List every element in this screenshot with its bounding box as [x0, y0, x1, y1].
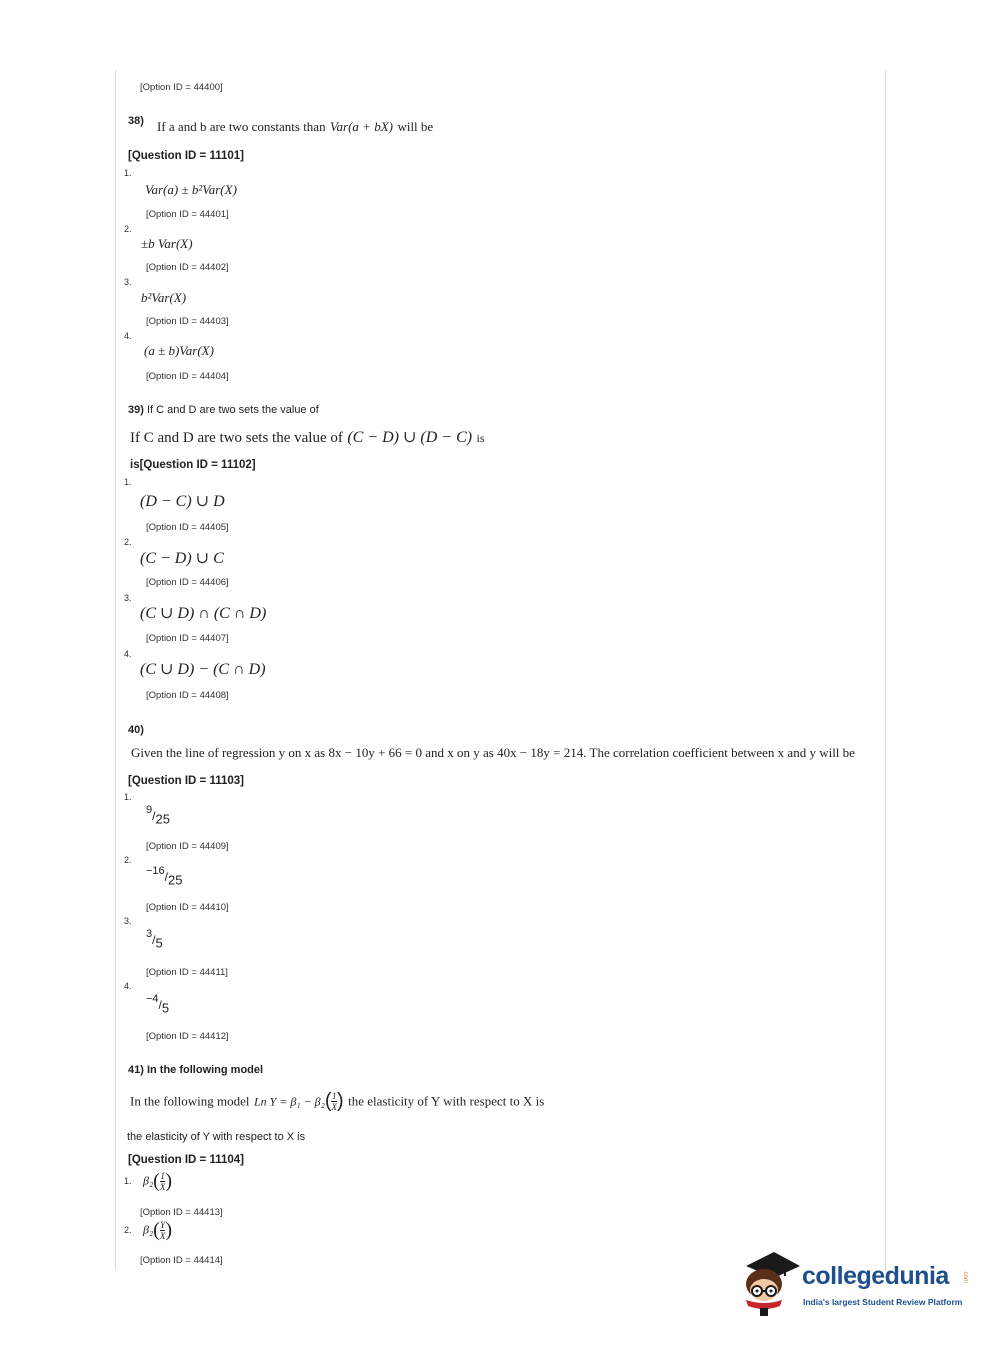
- question-text-line: the elasticity of Y with respect to X is: [127, 1131, 306, 1143]
- fraction-numerator: 9: [146, 804, 153, 816]
- fraction-numerator: −16: [146, 865, 165, 877]
- option-math: b²Var(X): [141, 290, 187, 305]
- fraction-denominator: X: [159, 1231, 166, 1241]
- question-text: [130, 427, 485, 447]
- paren-right: ): [336, 1090, 344, 1112]
- option-math: (C − D) ∪ C: [140, 550, 224, 567]
- option-number: 2.: [124, 537, 132, 547]
- question-text-main: If a and b are two constants than: [157, 119, 326, 134]
- option-math: (D − C) ∪ D: [140, 493, 225, 510]
- brand-tagline: India's largest Student Review Platform: [803, 1297, 963, 1307]
- option-math: [143, 1219, 172, 1242]
- option-number: 3.: [124, 593, 132, 603]
- question-expression: Var(a + bX): [330, 119, 393, 134]
- option-id: [Option ID = 44412]: [146, 1031, 229, 1042]
- fraction-numerator: 3: [146, 928, 153, 940]
- option-id: [Option ID = 44401]: [146, 209, 229, 220]
- option-number: 1.: [124, 1176, 132, 1186]
- fraction-denominator: X: [159, 1182, 166, 1192]
- question-number: 39): [128, 404, 144, 416]
- question-short-text: If C and D are two sets the value of: [146, 404, 319, 416]
- option-id: [Option ID = 44400]: [140, 82, 223, 93]
- option-math: [143, 1170, 172, 1193]
- question-text: [157, 118, 433, 136]
- question-expression: (C − D) ∪ (D − C): [347, 429, 473, 446]
- fraction-numerator: 1: [160, 1171, 165, 1181]
- question-header: [128, 1064, 263, 1076]
- option-id: [Option ID = 44410]: [146, 902, 229, 913]
- question-number: 41): [128, 1064, 144, 1076]
- question-text: Given the line of regression y on x as 8x − 10y + 66 = 0 and x on y as 40x − 18y = 214. The correlation coefficient between x and y will be: [131, 745, 855, 760]
- collegedunia-logo[interactable]: [740, 1248, 980, 1323]
- paren-left: (: [324, 1090, 332, 1112]
- question-text-main: In the following model: [130, 1093, 250, 1109]
- option-number: 2.: [124, 224, 132, 234]
- brand-name: collegedunia: [802, 1262, 949, 1290]
- option-id: [Option ID = 44403]: [146, 316, 229, 327]
- fraction-denominator: 5: [155, 935, 163, 951]
- option-number: 1.: [124, 477, 132, 487]
- option-fraction: $^{-4}/_5$: [146, 993, 170, 1016]
- option-id: [Option ID = 44402]: [146, 262, 229, 273]
- fraction-numerator: 1: [331, 1091, 337, 1101]
- left-margin-line: [115, 70, 116, 1270]
- option-number: 4.: [124, 981, 132, 991]
- option-number: 2.: [124, 1225, 132, 1235]
- question-header: [128, 404, 319, 416]
- option-id: [Option ID = 44414]: [140, 1255, 223, 1266]
- option-number: 4.: [124, 649, 132, 659]
- question-short-text: In the following model: [146, 1064, 264, 1076]
- option-id: [Option ID = 44407]: [146, 633, 229, 644]
- question-text-tail: will be: [397, 119, 434, 134]
- fraction-denominator: 25: [155, 811, 170, 827]
- option-number: 1.: [124, 792, 132, 802]
- right-margin-line: [885, 70, 886, 1270]
- option-fraction: $^3/_5$: [146, 928, 163, 951]
- question-number: 40): [128, 724, 144, 736]
- option-number: 3.: [124, 916, 132, 926]
- option-math: ±b Var(X): [141, 236, 193, 251]
- question-id: is[Question ID = 11102]: [130, 459, 256, 471]
- fraction-numerator: Y: [160, 1220, 166, 1230]
- option-math: (a ± b)Var(X): [144, 343, 214, 358]
- question-text-tail: the elasticity of Y with respect to X is: [348, 1093, 545, 1109]
- question-expression: Ln Y = β₁ − β₂: [253, 1094, 325, 1109]
- option-id: [Option ID = 44411]: [146, 967, 228, 978]
- option-math: Var(a) ± b²Var(X): [145, 182, 237, 197]
- option-id: [Option ID = 44413]: [140, 1207, 223, 1218]
- brand-domain: .com: [962, 1270, 968, 1284]
- paren-left: (: [153, 1170, 160, 1192]
- option-fraction: $^{-16}/_{25}$: [146, 865, 183, 888]
- option-number: 1.: [124, 168, 132, 178]
- paren-left: (: [153, 1219, 160, 1241]
- question-id: [Question ID = 11104]: [128, 1154, 245, 1166]
- paren-right: ): [165, 1170, 172, 1192]
- option-id: [Option ID = 44406]: [146, 577, 229, 588]
- option-id: [Option ID = 44408]: [146, 690, 229, 701]
- option-number: 2.: [124, 855, 132, 865]
- question-id: [Question ID = 11101]: [128, 150, 245, 162]
- fraction-numerator: −4: [146, 993, 159, 1005]
- question-id: [Question ID = 11103]: [128, 775, 245, 787]
- question-text: [130, 1090, 544, 1113]
- option-number: 3.: [124, 277, 132, 287]
- option-math: (C ∪ D) ∩ (C ∩ D): [140, 605, 267, 622]
- option-id: [Option ID = 44405]: [146, 522, 229, 533]
- option-id: [Option ID = 44409]: [146, 841, 229, 852]
- question-text-main: If C and D are two sets the value of: [130, 430, 343, 446]
- fraction-denominator: 5: [161, 1000, 170, 1016]
- mascot-icon: [740, 1248, 802, 1323]
- option-id: [Option ID = 44404]: [146, 371, 229, 382]
- option-number: 4.: [124, 331, 132, 341]
- option-fraction: $^9/_{25}$: [146, 804, 170, 827]
- question-text-tail: is: [476, 431, 485, 445]
- option-math: (C ∪ D) − (C ∩ D): [140, 661, 266, 678]
- option-coefficient: β₂: [143, 1222, 154, 1237]
- paren-right: ): [165, 1219, 172, 1241]
- question-number: 38): [128, 115, 144, 127]
- option-coefficient: β₂: [143, 1173, 154, 1188]
- fraction-denominator: X: [331, 1102, 337, 1112]
- fraction-denominator: 25: [168, 872, 183, 888]
